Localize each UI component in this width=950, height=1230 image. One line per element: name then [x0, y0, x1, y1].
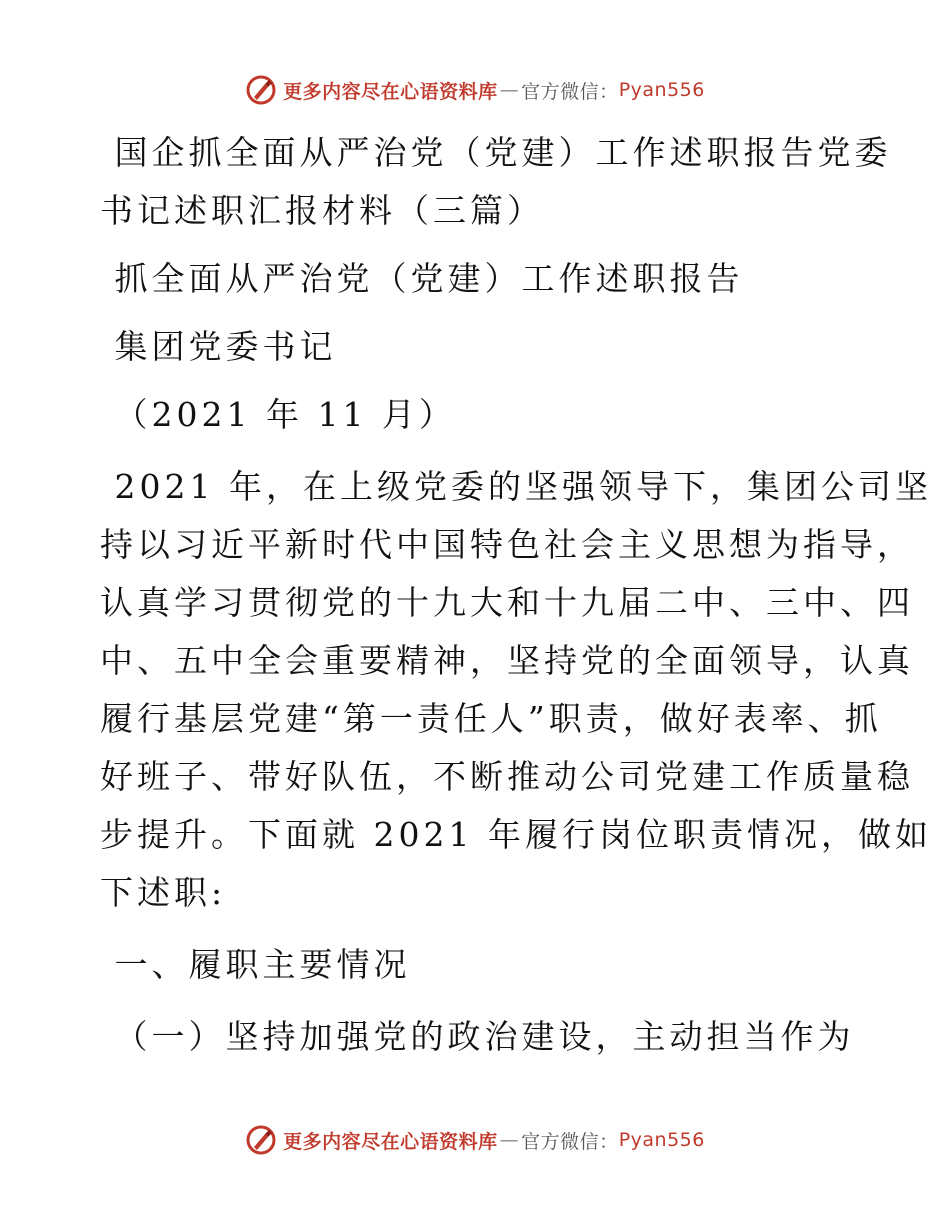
watermark-sub-text: 官方微信：: [521, 80, 619, 103]
intro-line: 步提升。下面就 2021 年履行岗位职责情况，做如: [100, 815, 932, 854]
intro-line: 下述职:: [100, 873, 227, 912]
watermark-main-text: 更多内容尽在心语资料库: [283, 1130, 498, 1153]
intro-paragraph: [100, 458, 932, 922]
watermark-separator: —: [499, 1129, 520, 1151]
intro-line: 持以习近平新时代中国特色社会主义思想为指导，: [100, 525, 914, 564]
title-line-2: 书记述职汇报材料（三篇）: [100, 191, 544, 230]
watermark-footer: [0, 1120, 950, 1160]
intro-line: 好班子、带好队伍，不断推动公司党建工作质量稳: [100, 757, 914, 796]
watermark-separator: —: [499, 79, 520, 101]
intro-line: 认真学习贯彻党的十九大和十九届二中、三中、四: [100, 583, 914, 622]
author-line: 集团党委书记: [100, 327, 337, 366]
pen-logo-icon: [245, 74, 277, 106]
watermark-header: [0, 70, 950, 110]
intro-line: 履行基层党建“第一责任人”职责，做好表率、抓: [100, 699, 882, 738]
section-heading: 一、履职主要情况: [100, 945, 411, 984]
document-body: [100, 124, 932, 1066]
intro-line: 2021 年，在上级党委的坚强领导下，集团公司坚: [100, 467, 932, 506]
watermark-wechat-id: Pyan556: [618, 79, 705, 101]
intro-line: 中、五中全会重要精神，坚持党的全面领导，认真: [100, 641, 914, 680]
watermark-wechat-id: Pyan556: [618, 1129, 705, 1151]
subsection-heading: （一）坚持加强党的政治建设，主动担当作为: [100, 1017, 855, 1056]
watermark-sub-text: 官方微信：: [521, 1130, 619, 1153]
pen-logo-icon: [245, 1124, 277, 1156]
title-line-1: 国企抓全面从严治党（党建）工作述职报告党委: [100, 133, 892, 172]
date-line: （2021 年 11 月）: [100, 395, 456, 434]
subtitle: 抓全面从严治党（党建）工作述职报告: [100, 259, 744, 298]
watermark-main-text: 更多内容尽在心语资料库: [283, 80, 498, 103]
